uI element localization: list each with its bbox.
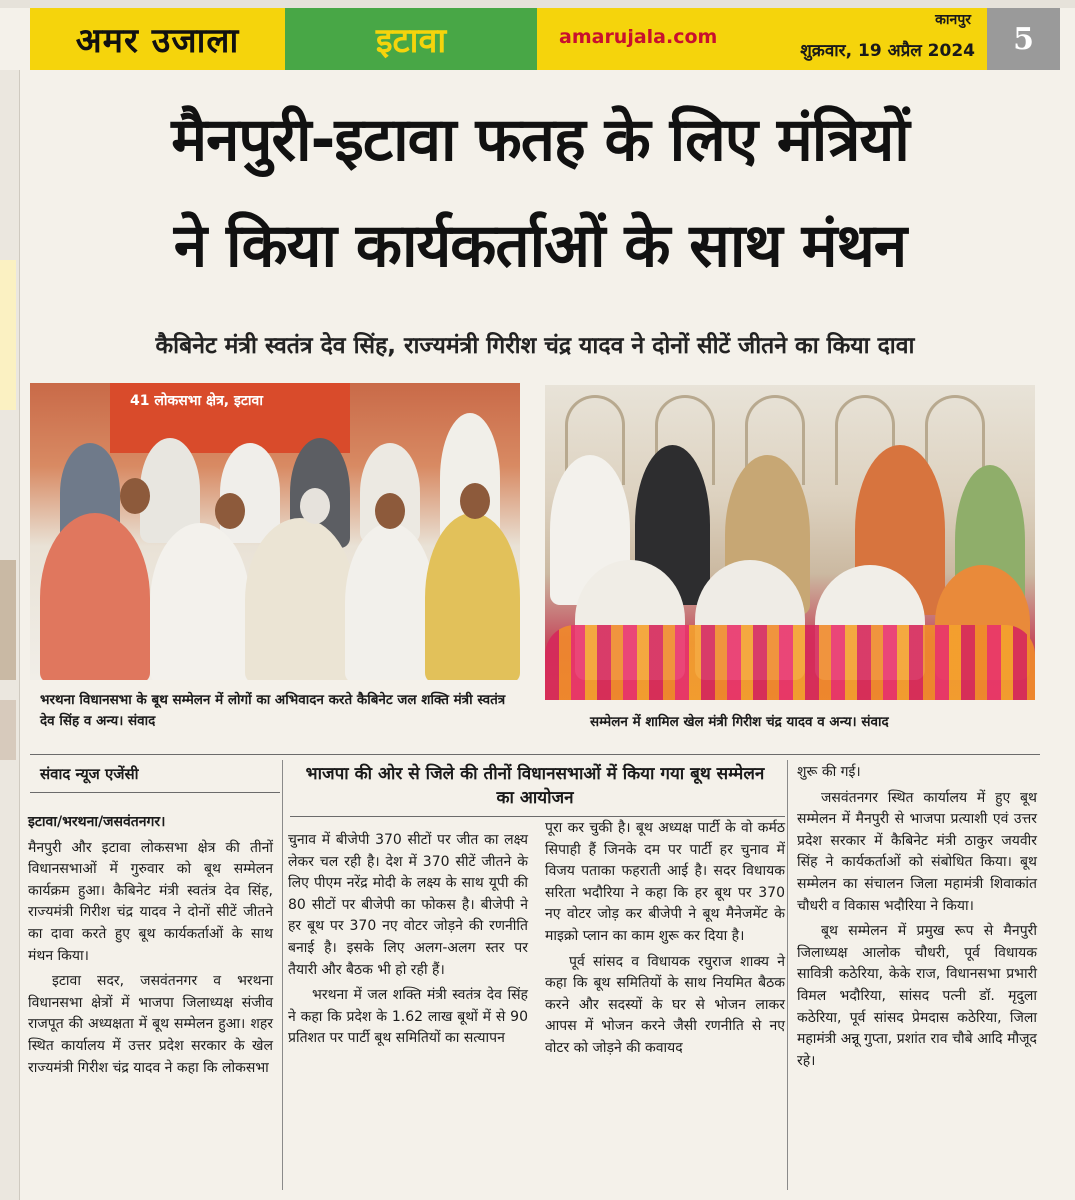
page-number: 5 — [1013, 21, 1034, 57]
kicker-divider — [290, 816, 785, 817]
adjacent-page-edge — [0, 70, 20, 1200]
photo-khel-mantri-sammelan — [545, 385, 1035, 700]
masthead-info — [537, 8, 987, 70]
person-figure — [40, 513, 150, 680]
adjacent-page-photo — [0, 700, 16, 760]
subheadline: कैबिनेट मंत्री स्वतंत्र देव सिंह, राज्यमंत्री गिरीश चंद्र यादव ने दोनों सीटें जीतने का किया दावा — [155, 333, 915, 359]
page-number-box — [987, 8, 1060, 70]
byline: संवाद न्यूज एजेंसी — [40, 765, 139, 783]
paragraph: जसवंतनगर स्थित कार्यालय में हुए बूथ सम्मेलन में मैनपुरी से भाजपा प्रत्याशी एवं उत्तर प्रदेश सरकार में कैबिनेट मंत्री ठाकुर जयवीर सिंह ने कार्यकर्ताओं को संबोधित किया। बूथ सम्मेलन का संचालन जिला महामंत्री शिवाकांत चौधरी व विकास भदौरिया ने किया। — [797, 789, 1037, 914]
person-head — [375, 493, 405, 529]
person-head — [460, 483, 490, 519]
headline-line-2: ने किया कार्यकर्ताओं के साथ मंथन — [173, 211, 907, 281]
column-divider — [282, 760, 283, 1190]
photo-caption-2: सम्मेलन में शामिल खेल मंत्री गिरीश चंद्र यादव व अन्य। संवाद — [590, 714, 889, 730]
top-border — [0, 0, 1075, 8]
person-figure — [345, 523, 435, 680]
adjacent-page-photo — [0, 560, 16, 680]
paragraph: भरथना में जल शक्ति मंत्री स्वतंत्र देव सिंह ने कहा कि प्रदेश के 1.62 लाख बूथों में से 90 प्रतिशत पर पार्टी बूथ समितियों का सत्यापन — [288, 987, 528, 1047]
article-kicker: भाजपा की ओर से जिले की तीनों विधानसभाओं में किया गया बूथ सम्मेलन का आयोजन — [305, 764, 765, 808]
photo-caption-1: भरथना विधानसभा के बूथ सम्मेलन में लोगों का अभिवादन करते कैबिनेट जल शक्ति मंत्री स्वतंत्र देव सिंह व अन्य। संवाद — [40, 692, 506, 729]
column-divider — [787, 760, 788, 1190]
headline-line-1: मैनपुरी-इटावा फतह के लिए मंत्रियों — [171, 105, 909, 175]
city-edition — [285, 8, 537, 70]
person-head — [300, 488, 330, 524]
person-figure — [150, 523, 250, 680]
article-column-2 — [288, 830, 528, 1054]
issue-date: शुक्रवार, 19 अप्रैल 2024 — [800, 41, 975, 61]
brand-logo — [30, 8, 285, 70]
paragraph: पूर्व सांसद व विधायक रघुराज शाक्य ने कहा कि बूथ समितियों के साथ नियमित बैठक करने और सदस्यों के घर से भोजन लाकर आपस में भोजन करने जैसी रणनीति से नए वोटर को जोड़ने की कवायद — [545, 953, 785, 1056]
adjacent-page-box — [0, 260, 16, 410]
masthead — [30, 8, 1060, 70]
photo-bharthana-sammelan — [30, 383, 520, 680]
section-divider — [30, 754, 1040, 755]
region: कानपुर — [935, 12, 971, 28]
paragraph: इटावा सदर, जसवंतनगर व भरथना विधानसभा क्षेत्रों में भाजपा जिलाध्यक्ष संजीव राजपूत की अध्यक्षता में बूथ सम्मेलन हुआ। शहर स्थित कार्यालय में उत्तर प्रदेश सरकार के खेल राज्यमंत्री गिरीश चंद्र यादव ने कहा कि लोकसभा — [28, 973, 273, 1076]
website: amarujala.com — [559, 26, 718, 48]
person-head — [120, 478, 150, 514]
headline — [30, 100, 1050, 286]
paragraph: बूथ सम्मेलन में प्रमुख रूप से मैनपुरी जिलाध्यक्ष आलोक चौधरी, पूर्व विधायक सावित्री कठेरिया, केके राज, विधानसभा प्रभारी विमल भदौरिया, सांसद पत्नी डॉ. मृदुला कठेरिया, पूर्व सांसद प्रेमदास कठेरिया, जिला महामंत्री अन्नू गुप्ता, प्रशांत राव चौबे आदि मौजूद रहे। — [797, 923, 1037, 1069]
brand-name: अमर उजाला — [75, 21, 240, 61]
person-head — [215, 493, 245, 529]
dateline: इटावा/भरथना/जसवंतनगर। — [28, 814, 166, 830]
city-name: इटावा — [375, 21, 447, 61]
paragraph: चुनाव में बीजेपी 370 सीटों पर जीत का लक्ष्य लेकर चल रही है। देश में 370 सीटें जीतने के लिए पीएम नरेंद्र मोदी के लक्ष्य के साथ यूपी की 80 सीटों पर बीजेपी का फोकस है। बीजेपी ने हर बूथ पर 370 नए वोटर जोड़ने की रणनीति बनाई है। इसके लिए अलग-अलग स्तर पर तैयारी और बैठक भी हो रही हैं। — [288, 832, 528, 978]
paragraph: मैनपुरी और इटावा लोकसभा क्षेत्र की तीनों विधानसभाओं में गुरुवार को बूथ सम्मेलन कार्यक्रम हुआ। कैबिनेट मंत्री स्वतंत्र देव सिंह, राज्यमंत्री गिरीश चंद्र यादव ने दोनों सीटें जीतने का दावा करते हुए बूथ कार्यकर्ताओं के साथ मंथन किया। — [28, 839, 273, 964]
person-figure — [425, 513, 520, 680]
byline-divider — [30, 792, 280, 793]
article-column-4 — [797, 762, 1037, 1076]
article-column-3 — [545, 818, 785, 1064]
article-column-1 — [28, 812, 273, 1083]
person-figure — [245, 518, 355, 680]
event-banner-text: 41 लोकसभा क्षेत्र, इटावा — [130, 393, 263, 409]
paragraph: पूरा कर चुकी है। बूथ अध्यक्ष पार्टी के वो कर्मठ सिपाही हैं जिनके दम पर पार्टी हर चुनाव में विजय पताका फहराती आई है। सदर विधायक सरिता भदौरिया ने कहा कि हर बूथ पर 370 नए वोटर जोड़ कर बीजेपी ने बूथ मैनेजमेंट के माइक्रो प्लान का काम शुरू कर दिया है। — [545, 820, 785, 944]
paragraph: शुरू की गई। — [797, 764, 861, 780]
flower-garlands — [545, 625, 1035, 700]
